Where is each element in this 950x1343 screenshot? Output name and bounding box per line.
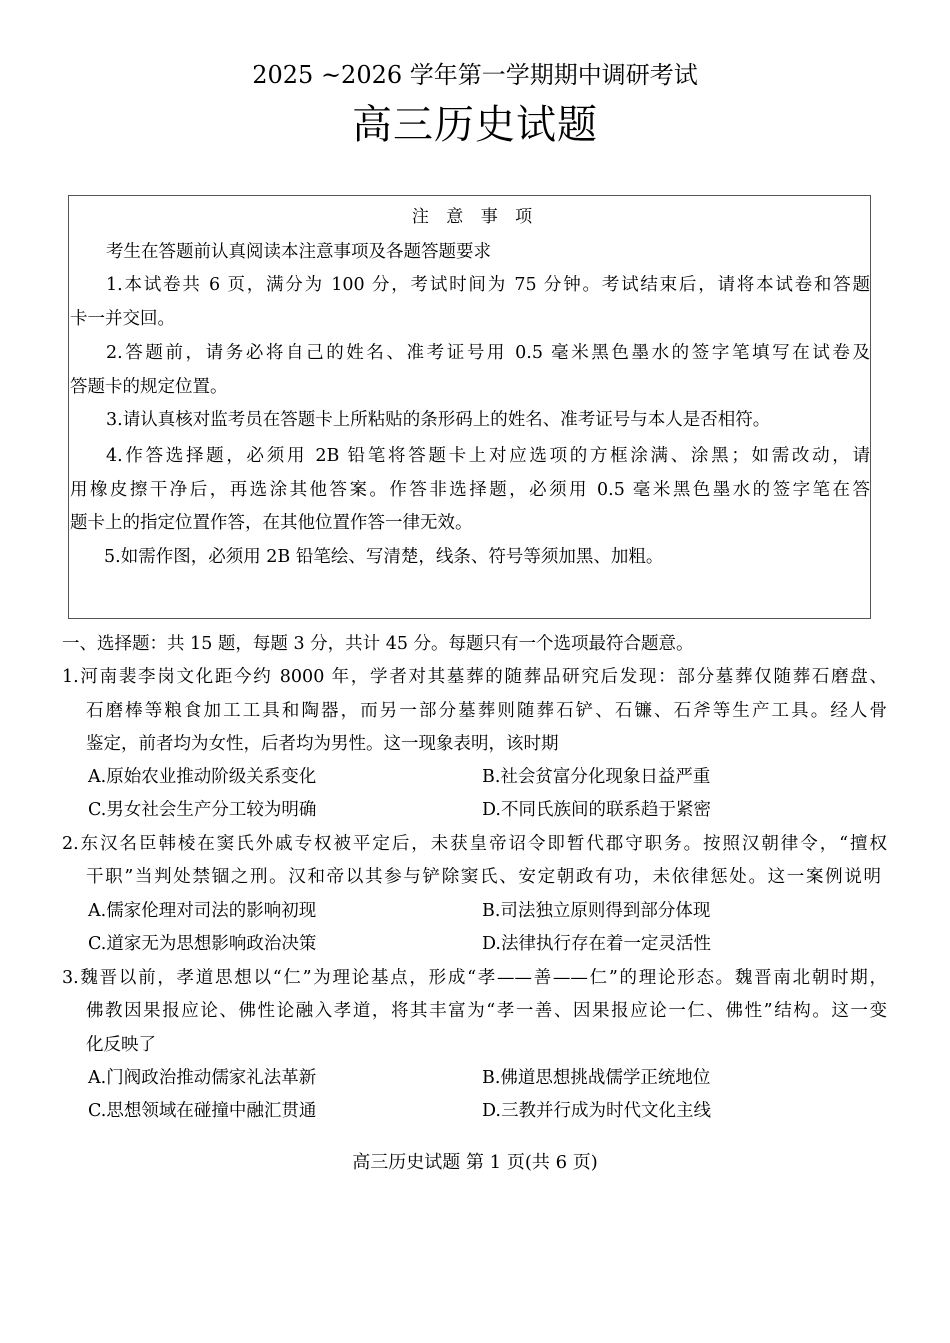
question-1-line-1: 1.河南裴李岗文化距今约 8000 年，学者对其墓葬的随葬品研究后发现：部分墓葬仅随葬石磨盘、 <box>62 667 887 687</box>
notice-item-4-line-1: 4.作答选择题，必须用 2B 铅笔将答题卡上对应选项的方框涂满、涂黑；如需改动，请 <box>106 446 870 466</box>
notice-item-3: 3.请认真核对监考员在答题卡上所粘贴的条形码上的姓名、准考证号与本人是否相符。 <box>106 410 771 430</box>
question-1-option-a[interactable]: A.原始农业推动阶级关系变化 <box>88 767 317 787</box>
notice-item-1-line-1: 1.本试卷共 6 页，满分为 100 分，考试时间为 75 分钟。考试结束后，请将本试卷和答题 <box>106 275 870 295</box>
question-3-line-1: 3.魏晋以前，孝道思想以“仁”为理论基点，形成“孝——善——仁”的理论形态。魏晋南北朝时期， <box>62 968 887 988</box>
exam-title: 高三历史试题 <box>352 102 598 148</box>
notice-item-2-line-2: 答题卡的规定位置。 <box>70 377 228 397</box>
question-1-line-2: 石磨棒等粮食加工工具和陶器，而另一部分墓葬则随葬石铲、石镰、石斧等生产工具。经人骨 <box>86 701 887 721</box>
question-2-option-a[interactable]: A.儒家伦理对司法的影响初现 <box>88 901 317 921</box>
question-1-line-3: 鉴定，前者均为女性，后者均为男性。这一现象表明，该时期 <box>86 734 559 754</box>
question-2-line-2: 干职”当判处禁锢之刑。汉和帝以其参与铲除窦氏、安定朝政有功，未依律惩处。这一案例说明 <box>86 867 881 887</box>
notice-item-1-line-2: 卡一并交回。 <box>70 309 175 329</box>
question-3-option-d[interactable]: D.三教并行成为时代文化主线 <box>482 1101 711 1121</box>
section-heading: 一、选择题：共 15 题，每题 3 分，共计 45 分。每题只有一个选项最符合题意。 <box>62 634 694 654</box>
question-2-option-b[interactable]: B.司法独立原则得到部分体现 <box>482 901 711 921</box>
question-1-option-d[interactable]: D.不同氏族间的联系趋于紧密 <box>482 800 711 820</box>
question-3-option-b[interactable]: B.佛道思想挑战儒学正统地位 <box>482 1068 711 1088</box>
question-3-option-c[interactable]: C.思想领域在碰撞中融汇贯通 <box>88 1101 317 1121</box>
question-2-option-d[interactable]: D.法律执行存在着一定灵活性 <box>482 934 711 954</box>
notice-heading: 注 意 事 项 <box>411 207 539 227</box>
question-1-option-b[interactable]: B.社会贫富分化现象日益严重 <box>482 767 711 787</box>
question-3-option-a[interactable]: A.门阀政治推动儒家礼法革新 <box>88 1068 317 1088</box>
notice-item-4-line-3: 题卡上的指定位置作答，在其他位置作答一律无效。 <box>70 513 473 533</box>
question-1-option-c[interactable]: C.男女社会生产分工较为明确 <box>88 800 317 820</box>
notice-item-4-line-2: 用橡皮擦干净后，再选涂其他答案。作答非选择题，必须用 0.5 毫米黑色墨水的签字笔在答 <box>70 480 870 500</box>
question-2-option-c[interactable]: C.道家无为思想影响政治决策 <box>88 934 317 954</box>
exam-subtitle: 2025 ~2026 学年第一学期期中调研考试 <box>252 61 698 89</box>
question-3-line-3: 化反映了 <box>86 1035 156 1055</box>
notice-item-2-line-1: 2.答题前，请务必将自己的姓名、准考证号用 0.5 毫米黑色墨水的签字笔填写在试卷及 <box>106 343 870 363</box>
question-3-line-2: 佛教因果报应论、佛性论融入孝道，将其丰富为“孝一善、因果报应论一仁、佛性”结构。这一变 <box>86 1001 887 1021</box>
notice-intro: 考生在答题前认真阅读本注意事项及各题答题要求 <box>106 242 491 262</box>
notice-item-5: 5.如需作图，必须用 2B 铅笔绘、写清楚，线条、符号等须加黑、加粗。 <box>104 547 664 567</box>
question-2-line-1: 2.东汉名臣韩棱在窦氏外戚专权被平定后，未获皇帝诏令即暂代郡守职务。按照汉朝律令，“擅权 <box>62 834 887 854</box>
page-footer: 高三历史试题 第 1 页(共 6 页) <box>352 1152 598 1173</box>
